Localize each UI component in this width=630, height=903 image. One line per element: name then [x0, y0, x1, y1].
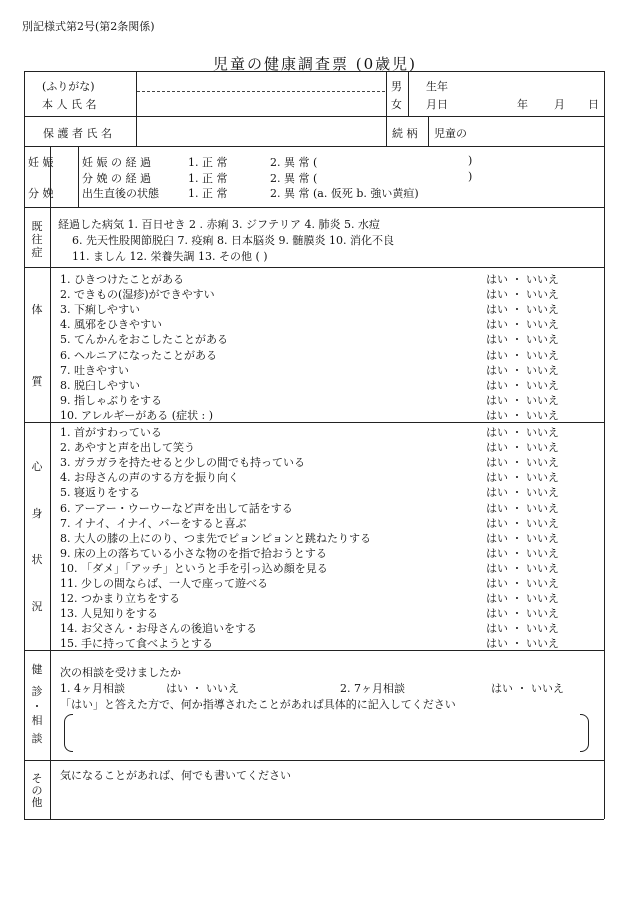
development-item: 13. 人見知りをする: [60, 607, 158, 621]
history-label: [25, 220, 49, 259]
yes-no-answer[interactable]: はい ・ いいえ: [486, 592, 559, 606]
yes-no-answer[interactable]: はい ・ いいえ: [486, 501, 559, 515]
yes-no-answer[interactable]: はい ・ いいえ: [486, 607, 559, 621]
yes-no-answer[interactable]: はい ・ いいえ: [486, 426, 559, 439]
pregnancy-abnormal-option[interactable]: 2. 異 常 (a. 仮死 b. 強い黄疸): [270, 187, 419, 200]
form-note: 別記様式第2号(第2条関係): [22, 20, 155, 33]
history-label-text: 既往症: [31, 220, 43, 259]
yes-no-answer[interactable]: はい ・ いいえ: [486, 516, 559, 530]
history-line-1: 経過した病気 1. 百日せき 2 . 赤痢 3. ジフテリア 4. 肺炎 5. 水痘: [58, 218, 380, 231]
pregnancy-close-paren: ): [468, 154, 473, 167]
constitution-item: 10. アレルギーがある (症状 : ): [60, 408, 214, 422]
development-label-2: 身: [31, 507, 43, 520]
pregnancy-label: 妊 娠: [28, 156, 54, 169]
consult-label-4: 相: [31, 714, 43, 727]
yes-no-answer[interactable]: はい ・ いいえ: [486, 546, 559, 560]
other-label-2: の: [31, 784, 43, 797]
name-field[interactable]: [140, 74, 384, 114]
constitution-item: 7. 吐きやすい: [60, 363, 129, 377]
constitution-label-2: 質: [31, 375, 43, 388]
development-item: 11. 少しの間ならば、一人で座って遊べる: [60, 577, 268, 590]
birth-year-label: 年: [517, 98, 528, 111]
pregnancy-abnormal-option[interactable]: 2. 異 常 (: [270, 156, 318, 169]
history-line-3: 11. ましん 12. 栄養失調 13. その他 ( ): [72, 250, 268, 263]
birth-day-label: 日: [588, 98, 599, 111]
yes-no-answer[interactable]: はい ・ いいえ: [486, 348, 559, 362]
consult-4month-label: 1. 4ヶ月相談: [60, 682, 125, 695]
constitution-item: 9. 指しゃぶりをする: [60, 393, 162, 407]
consult-4month-answer[interactable]: はい ・ いいえ: [166, 682, 239, 695]
yes-no-answer[interactable]: はい ・ いいえ: [486, 393, 559, 407]
development-label-1: 心: [31, 460, 43, 473]
pregnancy-normal-option[interactable]: 1. 正 常: [188, 156, 228, 169]
development-item: 14. お父さん・お母さんの後追いをする: [60, 622, 257, 636]
page-title: 児童の健康調査票 (0歳児): [212, 55, 418, 73]
development-label-4: 況: [31, 600, 43, 613]
yes-no-answer[interactable]: はい ・ いいえ: [486, 456, 559, 470]
yes-no-answer[interactable]: はい ・ いいえ: [486, 318, 559, 332]
birth-label-1: 生年: [426, 80, 448, 93]
development-item: 8. 大人の膝の上にのり、つま先でピョンピョンと跳ねたりする: [60, 531, 371, 545]
furigana-label: (ふりがな): [42, 80, 95, 93]
development-item: 9. 床の上の落ちている小さな物のを指で拾おうとする: [60, 546, 327, 560]
development-item: 4. お母さんの声のする方を振り向く: [60, 471, 239, 485]
consult-label-5: 談: [31, 732, 43, 745]
delivery-label: 分 娩: [28, 187, 54, 200]
yes-no-answer[interactable]: はい ・ いいえ: [486, 408, 559, 422]
sex-male[interactable]: 男: [391, 80, 402, 93]
guardian-field[interactable]: [140, 119, 384, 143]
yes-no-answer[interactable]: はい ・ いいえ: [486, 622, 559, 636]
yes-no-answer[interactable]: はい ・ いいえ: [486, 288, 559, 302]
development-item: 2. あやすと声を出して笑う: [60, 441, 195, 455]
consult-label-1: 健: [31, 663, 43, 676]
development-item: 15. 手に持って食べようとする: [60, 637, 213, 651]
yes-no-answer[interactable]: はい ・ いいえ: [486, 273, 559, 286]
pregnancy-abnormal-option[interactable]: 2. 異 常 (: [270, 171, 318, 185]
development-item: 12. つかまり立ちをする: [60, 592, 180, 606]
consult-label-2: 診: [31, 685, 43, 698]
pregnancy-item: 妊 娠 の 経 過: [82, 156, 151, 169]
other-prompt: 気になることがあれば、何でも書いてください: [60, 769, 291, 782]
constitution-label-1: 体: [31, 303, 43, 316]
yes-no-answer[interactable]: はい ・ いいえ: [486, 531, 559, 545]
guardian-label: 保 護 者 氏 名: [43, 127, 112, 140]
development-item: 6. アーアー・ウーウーなど声を出して話をする: [60, 501, 293, 515]
consult-instruction: 「はい」と答えた方で、何か指導されたことがあれば具体的に記入してください: [60, 698, 456, 711]
constitution-item: 1. ひきつけたことがある: [60, 273, 184, 286]
consult-label-3: ・: [31, 700, 43, 713]
development-item: 10. 「ダメ」「アッチ」というと手を引っ込め顔を見る: [60, 561, 328, 575]
yes-no-answer[interactable]: はい ・ いいえ: [486, 333, 559, 347]
relation-label: 続 柄: [392, 127, 418, 140]
constitution-item: 2. できもの(湿疹)ができやすい: [60, 288, 215, 302]
constitution-item: 3. 下痢しやすい: [60, 303, 140, 317]
history-line-2: 6. 先天性股関節脱臼 7. 疫痢 8. 日本脳炎 9. 髄膜炎 10. 消化不良: [72, 234, 394, 247]
consult-bracket-right: [580, 714, 589, 752]
yes-no-answer[interactable]: はい ・ いいえ: [486, 637, 559, 651]
consult-7month-answer[interactable]: はい ・ いいえ: [491, 682, 564, 695]
name-label: 本 人 氏 名: [42, 98, 97, 111]
pregnancy-item: 出生直後の状態: [82, 187, 159, 200]
consult-question: 次の相談を受けましたか: [60, 666, 181, 679]
development-item: 5. 寝返りをする: [60, 486, 140, 500]
pregnancy-normal-option[interactable]: 1. 正 常: [188, 187, 228, 200]
consult-detail-field[interactable]: [76, 716, 576, 748]
yes-no-answer[interactable]: はい ・ いいえ: [486, 378, 559, 392]
development-item: 1. 首がすわっている: [60, 426, 162, 439]
pregnancy-item: 分 娩 の 経 過: [82, 171, 151, 185]
development-item: 7. イナイ、イナイ、バーをすると喜ぶ: [60, 516, 247, 530]
pregnancy-normal-option[interactable]: 1. 正 常: [188, 171, 228, 185]
yes-no-answer[interactable]: はい ・ いいえ: [486, 486, 559, 500]
yes-no-answer[interactable]: はい ・ いいえ: [486, 303, 559, 317]
yes-no-answer[interactable]: はい ・ いいえ: [486, 363, 559, 377]
pregnancy-close-paren: ): [468, 169, 473, 183]
birth-label-2: 月日: [426, 98, 448, 111]
development-label-3: 状: [31, 553, 43, 566]
constitution-item: 6. ヘルニアになったことがある: [60, 348, 217, 362]
consult-7month-label: 2. 7ヶ月相談: [340, 682, 405, 695]
relation-value: 児童の: [434, 127, 467, 140]
constitution-item: 8. 脱臼しやすい: [60, 378, 140, 392]
yes-no-answer[interactable]: はい ・ いいえ: [486, 471, 559, 485]
sex-female[interactable]: 女: [391, 98, 402, 111]
development-item: 3. ガラガラを持たせると少しの間でも持っている: [60, 456, 305, 470]
birth-month-label: 月: [554, 98, 565, 111]
consult-bracket-left: [64, 714, 73, 752]
other-label-1: そ: [31, 772, 43, 785]
yes-no-answer[interactable]: はい ・ いいえ: [486, 577, 559, 590]
other-field[interactable]: [56, 784, 596, 816]
other-label-3: 他: [31, 796, 43, 809]
constitution-item: 5. てんかんをおこしたことがある: [60, 333, 228, 347]
yes-no-answer[interactable]: はい ・ いいえ: [486, 441, 559, 455]
constitution-item: 4. 風邪をひきやすい: [60, 318, 162, 332]
yes-no-answer[interactable]: はい ・ いいえ: [486, 561, 559, 575]
